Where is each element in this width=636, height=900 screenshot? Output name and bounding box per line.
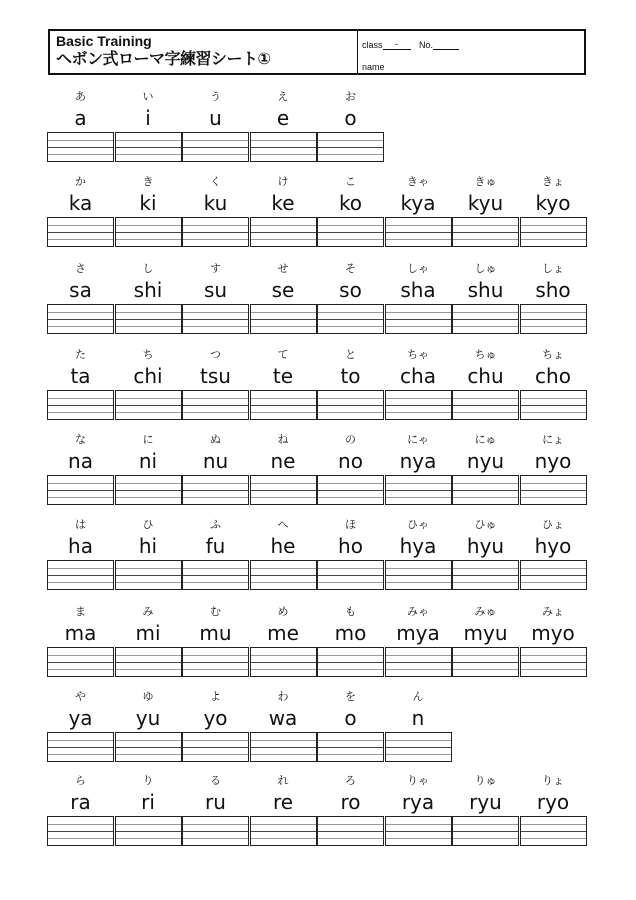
kana-label: ら	[75, 774, 86, 787]
kana-label: せ	[277, 262, 289, 275]
kana-label: た	[75, 348, 86, 361]
kana-label: の	[345, 433, 356, 446]
romaji-label: he	[270, 534, 296, 558]
kana-label: きょ	[542, 175, 564, 188]
writing-box[interactable]	[520, 647, 587, 677]
writing-box[interactable]	[115, 647, 182, 677]
romaji-label: o	[344, 706, 357, 730]
romaji-label: tsu	[200, 364, 231, 388]
writing-box[interactable]	[317, 732, 384, 762]
class-field[interactable]	[383, 39, 411, 50]
writing-box[interactable]	[452, 647, 519, 677]
writing-box[interactable]	[115, 475, 182, 505]
romaji-label: ryo	[536, 790, 570, 814]
writing-box[interactable]	[385, 816, 452, 846]
kana-label: ね	[277, 433, 289, 446]
writing-box[interactable]	[182, 732, 249, 762]
name-line	[362, 62, 385, 72]
writing-box[interactable]	[520, 475, 587, 505]
romaji-label: ha	[68, 534, 93, 558]
kana-label: る	[210, 774, 221, 787]
student-info-block	[358, 31, 584, 73]
writing-box[interactable]	[47, 560, 114, 590]
kana-label: そ	[345, 262, 356, 275]
writing-box[interactable]	[452, 390, 519, 420]
romaji-label: ka	[68, 191, 93, 215]
romaji-label: wa	[268, 706, 298, 730]
kana-label: ちゅ	[474, 348, 497, 361]
romaji-label: mu	[199, 621, 232, 645]
kana-label: す	[210, 262, 221, 275]
writing-box[interactable]	[317, 304, 384, 334]
writing-box[interactable]	[182, 132, 249, 162]
romaji-label: ya	[68, 706, 93, 730]
kana-label: も	[345, 605, 356, 618]
writing-box[interactable]	[47, 217, 114, 247]
romaji-label: u	[209, 106, 222, 130]
writing-box[interactable]	[115, 390, 182, 420]
writing-box[interactable]	[317, 560, 384, 590]
kana-label: ふ	[210, 518, 221, 531]
writing-box[interactable]	[385, 560, 452, 590]
kana-label: りゅ	[474, 774, 497, 787]
writing-box[interactable]	[385, 390, 452, 420]
writing-box[interactable]	[250, 732, 317, 762]
kana-label: りゃ	[407, 774, 429, 787]
writing-box[interactable]	[317, 217, 384, 247]
kana-label: い	[142, 90, 154, 103]
kana-label: ろ	[345, 774, 356, 787]
writing-box[interactable]	[115, 217, 182, 247]
romaji-label: fu	[205, 534, 226, 558]
kana-label: と	[345, 348, 356, 361]
kana-label: ち	[142, 348, 154, 361]
kana-label: は	[75, 518, 86, 531]
writing-box[interactable]	[47, 816, 114, 846]
romaji-label: te	[272, 364, 294, 388]
kana-label: ゆ	[142, 690, 154, 703]
romaji-label: hyo	[534, 534, 572, 558]
romaji-label: mi	[135, 621, 161, 645]
writing-box[interactable]	[452, 475, 519, 505]
romaji-label: sha	[400, 278, 436, 302]
kana-label: く	[210, 175, 221, 188]
kana-label: ちゃ	[407, 348, 429, 361]
writing-box[interactable]	[385, 475, 452, 505]
writing-box[interactable]	[250, 132, 317, 162]
romaji-label: no	[338, 449, 363, 473]
romaji-label: n	[411, 706, 425, 730]
kana-label: て	[277, 348, 289, 361]
kana-label: しゅ	[474, 262, 497, 275]
writing-box[interactable]	[250, 475, 317, 505]
kana-label: ひょ	[542, 518, 564, 531]
romaji-label: nyu	[466, 449, 505, 473]
romaji-label: ku	[203, 191, 228, 215]
romaji-label: myu	[463, 621, 508, 645]
number-field[interactable]	[433, 39, 459, 50]
kana-label: め	[277, 605, 289, 618]
romaji-label: cho	[535, 364, 571, 388]
romaji-label: so	[339, 278, 362, 302]
kana-label: み	[142, 605, 154, 618]
worksheet-title: Basic Training	[56, 33, 152, 49]
kana-label: ちょ	[542, 348, 564, 361]
writing-box[interactable]	[115, 732, 182, 762]
writing-box[interactable]	[47, 475, 114, 505]
writing-box[interactable]	[520, 304, 587, 334]
romaji-label: ta	[70, 364, 91, 388]
kana-label: こ	[345, 175, 356, 188]
romaji-label: nu	[202, 449, 229, 473]
writing-box[interactable]	[47, 390, 114, 420]
romaji-label: kyu	[467, 191, 504, 215]
kana-label: か	[75, 175, 86, 188]
romaji-label: chu	[467, 364, 504, 388]
kana-label: ぬ	[210, 433, 221, 446]
kana-label: にゅ	[474, 433, 497, 446]
writing-box[interactable]	[385, 217, 452, 247]
romaji-label: sho	[535, 278, 571, 302]
writing-box[interactable]	[250, 560, 317, 590]
romaji-label: me	[267, 621, 299, 645]
romaji-label: nyo	[534, 449, 572, 473]
kana-label: に	[142, 433, 154, 446]
romaji-label: na	[68, 449, 93, 473]
kana-label: きゃ	[407, 175, 429, 188]
romaji-label: yu	[135, 706, 161, 730]
kana-label: しょ	[542, 262, 564, 275]
kana-label: し	[142, 262, 154, 275]
kana-label: あ	[75, 90, 86, 103]
writing-box[interactable]	[182, 390, 249, 420]
kana-label: を	[345, 690, 356, 703]
kana-label: しゃ	[407, 262, 429, 275]
kana-label: や	[75, 690, 86, 703]
romaji-label: shu	[467, 278, 504, 302]
kana-label: お	[345, 90, 356, 103]
romaji-label: ne	[270, 449, 296, 473]
kana-label: ま	[75, 605, 86, 618]
writing-box[interactable]	[47, 304, 114, 334]
kana-label: り	[142, 774, 154, 787]
writing-box[interactable]	[250, 390, 317, 420]
romaji-label: mo	[334, 621, 367, 645]
writing-box[interactable]	[182, 560, 249, 590]
writing-box[interactable]	[520, 816, 587, 846]
writing-box[interactable]	[250, 816, 317, 846]
writing-box[interactable]	[182, 647, 249, 677]
writing-box[interactable]	[520, 560, 587, 590]
romaji-label: sa	[69, 278, 92, 302]
writing-box[interactable]	[250, 304, 317, 334]
kana-label: ほ	[345, 518, 356, 531]
kana-label: つ	[210, 348, 221, 361]
kana-label: にゃ	[407, 433, 429, 446]
romaji-label: chi	[133, 364, 163, 388]
kana-label: れ	[277, 774, 289, 787]
romaji-label: to	[340, 364, 361, 388]
class-separator: -	[395, 39, 399, 49]
writing-box[interactable]	[317, 475, 384, 505]
writing-box[interactable]	[520, 390, 587, 420]
worksheet-subtitle: ヘボン式ローマ字練習シート①	[56, 49, 271, 68]
writing-box[interactable]	[250, 217, 317, 247]
romaji-label: kyo	[535, 191, 571, 215]
writing-box[interactable]	[385, 732, 452, 762]
romaji-label: ke	[271, 191, 295, 215]
romaji-label: ko	[338, 191, 363, 215]
kana-label: みょ	[542, 605, 564, 618]
worksheet-header	[48, 29, 586, 75]
kana-label: みゃ	[407, 605, 429, 618]
romaji-label: rya	[401, 790, 435, 814]
romaji-label: e	[276, 106, 290, 130]
romaji-label: ryu	[469, 790, 502, 814]
writing-box[interactable]	[182, 304, 249, 334]
romaji-label: su	[203, 278, 228, 302]
writing-box[interactable]	[317, 647, 384, 677]
title-block	[50, 31, 358, 73]
writing-box[interactable]	[47, 132, 114, 162]
kana-label: にょ	[542, 433, 564, 446]
kana-label: りょ	[542, 774, 564, 787]
writing-box[interactable]	[452, 560, 519, 590]
writing-box[interactable]	[317, 390, 384, 420]
romaji-label: ro	[340, 790, 361, 814]
kana-label: き	[142, 175, 154, 188]
romaji-label: a	[74, 106, 87, 130]
kana-label: わ	[277, 690, 289, 703]
romaji-label: shi	[133, 278, 163, 302]
kana-label: きゅ	[474, 175, 497, 188]
writing-box[interactable]	[115, 816, 182, 846]
writing-box[interactable]	[385, 647, 452, 677]
writing-box[interactable]	[452, 217, 519, 247]
writing-box[interactable]	[182, 475, 249, 505]
romaji-label: mya	[396, 621, 440, 645]
romaji-label: ma	[64, 621, 97, 645]
writing-box[interactable]	[115, 132, 182, 162]
romaji-label: myo	[531, 621, 575, 645]
romaji-label: ho	[338, 534, 363, 558]
romaji-label: hya	[399, 534, 437, 558]
writing-box[interactable]	[317, 132, 384, 162]
romaji-label: ra	[70, 790, 91, 814]
name-label: name	[362, 62, 385, 72]
romaji-label: se	[271, 278, 295, 302]
writing-box[interactable]	[317, 816, 384, 846]
kana-label: え	[277, 90, 289, 103]
kana-label: な	[75, 433, 86, 446]
kana-label: ひ	[142, 518, 154, 531]
romaji-label: hyu	[466, 534, 505, 558]
kana-label: へ	[277, 518, 289, 531]
romaji-label: nya	[399, 449, 437, 473]
kana-label: ん	[412, 690, 424, 703]
romaji-label: yo	[203, 706, 228, 730]
kana-label: む	[210, 605, 221, 618]
romaji-label: re	[272, 790, 294, 814]
romaji-label: ru	[205, 790, 226, 814]
writing-box[interactable]	[115, 560, 182, 590]
class-label: class	[362, 40, 383, 50]
class-number-line	[362, 39, 459, 50]
kana-label: け	[277, 175, 289, 188]
writing-box[interactable]	[115, 304, 182, 334]
romaji-label: o	[344, 106, 357, 130]
romaji-label: kya	[400, 191, 436, 215]
romaji-label: hi	[138, 534, 158, 558]
kana-label: ひゃ	[407, 518, 429, 531]
writing-box[interactable]	[47, 647, 114, 677]
writing-box[interactable]	[182, 217, 249, 247]
kana-label: よ	[210, 690, 221, 703]
writing-box[interactable]	[452, 816, 519, 846]
writing-box[interactable]	[520, 217, 587, 247]
romaji-label: ki	[139, 191, 157, 215]
romaji-label: cha	[400, 364, 436, 388]
writing-box[interactable]	[385, 304, 452, 334]
romaji-label: ri	[141, 790, 155, 814]
kana-label: さ	[75, 262, 86, 275]
kana-label: う	[210, 90, 221, 103]
writing-box[interactable]	[452, 304, 519, 334]
writing-box[interactable]	[250, 647, 317, 677]
romaji-label: ni	[138, 449, 158, 473]
kana-label: ひゅ	[474, 518, 497, 531]
no-label: No.	[419, 40, 434, 50]
kana-label: みゅ	[474, 605, 497, 618]
writing-box[interactable]	[47, 732, 114, 762]
romaji-label: i	[145, 106, 151, 130]
writing-box[interactable]	[182, 816, 249, 846]
